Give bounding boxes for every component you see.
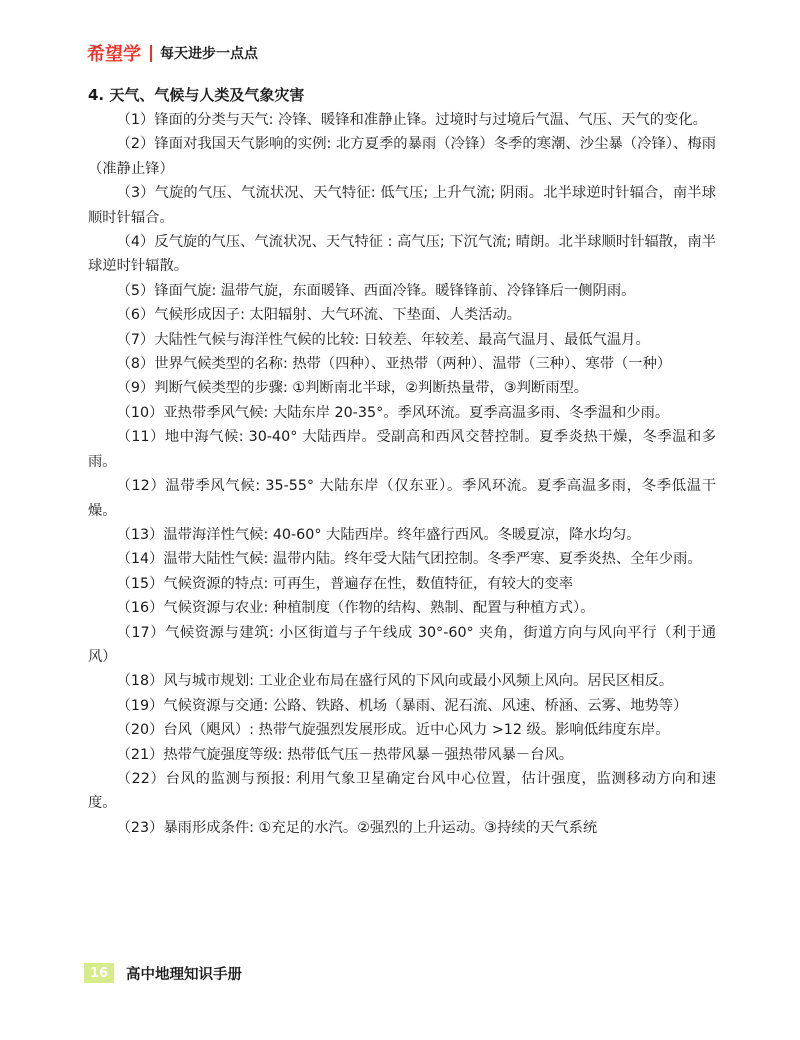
list-item-6: （6）气候形成因子: 太阳辐射、大气环流、下垫面、人类活动。 bbox=[116, 307, 522, 324]
list-item-3: （3）气旋的气压、气流状况、天气特征: 低气压; 上升气流; 阴雨。北半球逆时针辐合，南半球顺时针辐合。 bbox=[88, 185, 716, 226]
list-item-1: （1）锋面的分类与天气: 冷锋、暖锋和准静止锋。过境时与过境后气温、气压、天气的变化。 bbox=[116, 112, 707, 128]
list-item-7: （7）大陆性气候与海洋性气候的比较: 日较差、年较差、最高气温月、最低气温月。 bbox=[116, 331, 650, 348]
list-item-13: （13）温带海洋性气候: 40-60° 大陆西岸。终年盛行西风。冬暖夏凉，降水均匀。 bbox=[116, 526, 641, 543]
list-item-11: （11）地中海气候: 30-40° 大陆西岸。受副高和西风交替控制。夏季炎热干燥，冬季温和多雨。 bbox=[88, 429, 716, 470]
list-item-5: （5）锋面气旋: 温带气旋，东面暖锋、西面冷锋。暖锋锋前、冷锋锋后一侧阴雨。 bbox=[116, 282, 636, 299]
list-item-8: （8）世界气候类型的名称: 热带（四种）、亚热带（两种）、温带（三种）、寒带（一种） bbox=[116, 356, 672, 373]
list-item-15: （15）气候资源的特点: 可再生，普遍存在性，数值特征，有较大的变率 bbox=[116, 575, 574, 592]
page-header bbox=[87, 40, 258, 66]
list-item-12: （12）温带季风气候: 35-55° 大陆东岸（仅东亚）。季风环流。夏季高温多雨，冬季低温干燥。 bbox=[88, 478, 716, 519]
page-number: 16 bbox=[84, 963, 114, 983]
list-item-19: （19）气候资源与交通: 公路、铁路、机场（暴雨、泥石流、风速、桥涵、云雾、地势等） bbox=[116, 697, 688, 714]
header-divider bbox=[150, 45, 152, 62]
list-item-21: （21）热带气旋强度等级: 热带低气压－热带风暴－强热带风暴－台风。 bbox=[116, 746, 574, 763]
list-item-2: （2）锋面对我国天气影响的实例: 北方夏季的暴雨（冷锋）冬季的寒潮、沙尘暴（冷锋）、梅雨（准静止锋） bbox=[88, 136, 716, 177]
page-footer bbox=[84, 962, 242, 984]
header-slogan: 每天进步一点点 bbox=[160, 46, 258, 62]
list-item-4: （4）反气旋的气压、气流状况、天气特征 : 高气压; 下沉气流; 晴朗。北半球顺时针辐散，南半球逆时针辐散。 bbox=[88, 234, 716, 275]
list-item-9: （9）判断气候类型的步骤: ①判断南北半球，②判断热量带，③判断雨型。 bbox=[116, 380, 589, 397]
list-item-10: （10）亚热带季风气候: 大陆东岸 20-35°。季风环流。夏季高温多雨、冬季温和少雨。 bbox=[116, 404, 670, 421]
list-item-22: （22）台风的监测与预报: 利用气象卫星确定台风中心位置，估计强度，监测移动方向和速度。 bbox=[88, 770, 716, 812]
page-content bbox=[88, 83, 716, 840]
list-item-18: （18）风与城市规划: 工业企业布局在盛行风的下风向或最小风频上风向。居民区相反。 bbox=[116, 673, 674, 690]
list-item-14: （14）温带大陆性气候: 温带内陆。终年受大陆气团控制。冬季严寒、夏季炎热、全年少雨。 bbox=[116, 551, 702, 568]
list-item-20: （20）台风（飓风）: 热带气旋强烈发展形成。近中心风力 >12 级。影响低纬度东岸。 bbox=[116, 722, 670, 739]
list-item-17: （17）气候资源与建筑: 小区街道与子午线成 30°-60° 夹角，街道方向与风向平行（利于通风） bbox=[88, 624, 716, 665]
section-title: 4. 天气、气候与人类及气象灾害 bbox=[88, 86, 305, 104]
brand-logo: 希望学 bbox=[87, 44, 141, 65]
list-item-23: （23）暴雨形成条件: ①充足的水汽。②强烈的上升运动。③持续的天气系统 bbox=[116, 819, 598, 836]
book-title: 高中地理知识手册 bbox=[126, 966, 242, 983]
list-item-16: （16）气候资源与农业: 种植制度（作物的结构、熟制、配置与种植方式）。 bbox=[116, 600, 595, 617]
